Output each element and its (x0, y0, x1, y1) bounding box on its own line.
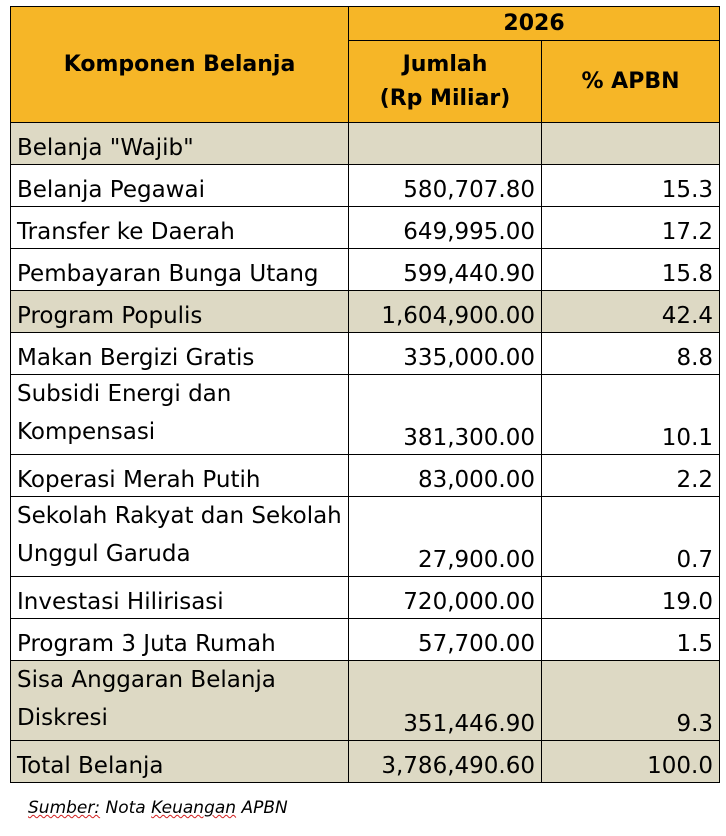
row-percent: 100.0 (542, 741, 720, 783)
row-amount: 335,000.00 (349, 333, 542, 375)
table-row (11, 123, 720, 165)
table-row (11, 455, 720, 497)
row-name: Belanja Pegawai (11, 165, 349, 207)
row-percent: 15.8 (542, 249, 720, 291)
row-name: Subsidi Energi dan Kompensasi (11, 375, 349, 455)
row-amount: 381,300.00 (349, 375, 542, 455)
row-percent: 15.3 (542, 165, 720, 207)
row-name: Pembayaran Bunga Utang (11, 249, 349, 291)
table-row (11, 577, 720, 619)
row-amount: 57,700.00 (349, 619, 542, 661)
source-note (28, 798, 288, 818)
total-row (11, 741, 720, 783)
row-amount: 3,786,490.60 (349, 741, 542, 783)
source-tail: APBN (241, 798, 288, 818)
row-amount: 599,440.90 (349, 249, 542, 291)
row-percent: 42.4 (542, 291, 720, 333)
row-amount: 27,900.00 (349, 497, 542, 577)
row-percent: 9.3 (542, 661, 720, 741)
header-component: Komponen Belanja (11, 7, 349, 123)
row-percent: 17.2 (542, 207, 720, 249)
row-percent: 1.5 (542, 619, 720, 661)
table-row (11, 291, 720, 333)
row-name: Makan Bergizi Gratis (11, 333, 349, 375)
row-amount: 351,446.90 (349, 661, 542, 741)
row-percent: 10.1 (542, 375, 720, 455)
row-amount: 580,707.80 (349, 165, 542, 207)
row-percent: 8.8 (542, 333, 720, 375)
row-amount: 649,995.00 (349, 207, 542, 249)
row-name: Program Populis (11, 291, 349, 333)
table-row (11, 619, 720, 661)
source-keuangan: Keuangan (151, 798, 237, 818)
source-text: Nota (105, 798, 146, 818)
row-amount (349, 123, 542, 165)
source-label: Sumber: (28, 798, 101, 818)
row-name: Total Belanja (11, 741, 349, 783)
row-name: Belanja "Wajib" (11, 123, 349, 165)
row-name: Program 3 Juta Rumah (11, 619, 349, 661)
header-year: 2026 (349, 7, 720, 41)
table-row (11, 165, 720, 207)
budget-table (10, 6, 720, 783)
row-percent: 19.0 (542, 577, 720, 619)
table-row (11, 497, 720, 577)
row-name: Sekolah Rakyat dan Sekolah Unggul Garuda (11, 497, 349, 577)
table-row (11, 375, 720, 455)
table-row (11, 249, 720, 291)
row-name: Koperasi Merah Putih (11, 455, 349, 497)
row-name: Sisa Anggaran Belanja Diskresi (11, 661, 349, 741)
row-name: Transfer ke Daerah (11, 207, 349, 249)
row-name: Investasi Hilirisasi (11, 577, 349, 619)
table-row (11, 207, 720, 249)
header-amount-line1: Jumlah (402, 51, 488, 77)
row-percent: 0.7 (542, 497, 720, 577)
header-row-year (11, 7, 720, 41)
header-percent: % APBN (542, 41, 720, 123)
row-percent: 2.2 (542, 455, 720, 497)
table-row (11, 661, 720, 741)
header-amount-line2: (Rp Miliar) (379, 85, 511, 111)
row-amount: 720,000.00 (349, 577, 542, 619)
row-amount: 1,604,900.00 (349, 291, 542, 333)
table-row (11, 333, 720, 375)
row-percent (542, 123, 720, 165)
header-amount (349, 41, 542, 123)
row-amount: 83,000.00 (349, 455, 542, 497)
